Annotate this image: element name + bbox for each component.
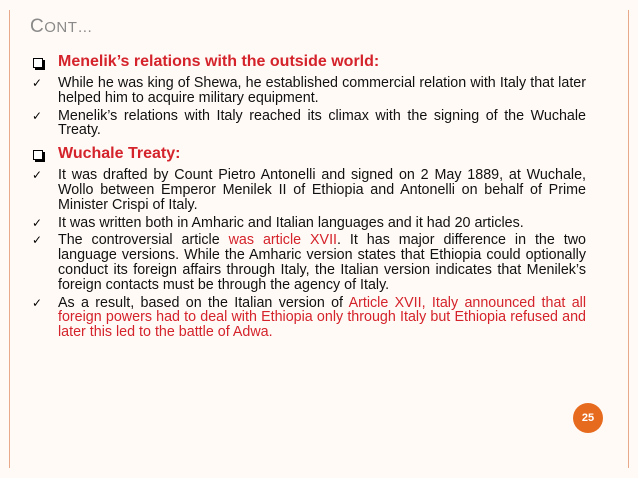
- section-heading-row: [30, 52, 586, 72]
- bullet-item: [30, 296, 586, 340]
- slide-border-right: [628, 10, 629, 468]
- checkmark-icon: ✓: [32, 76, 43, 90]
- slide-border-left: [9, 10, 10, 468]
- bullet-text-part: It was drafted by Count Pietro Antonelli and signed on 2 May 1889, at Wuchale, Wollo between Emperor Menilek II of Ethiopia and Antonelli on behalf of Prime Minister Crispi of Italy.: [58, 167, 586, 213]
- section-heading: Wuchale Treaty:: [58, 145, 181, 163]
- bullet-item: [30, 216, 586, 231]
- bullet-text-part: While he was king of Shewa, he established commercial relation with Italy that later helped him to acquire military equipment.: [58, 75, 586, 106]
- slide-content: [30, 46, 586, 343]
- checkmark-icon: ✓: [32, 233, 43, 248]
- slide-title-rest: ONT…: [44, 19, 93, 36]
- bullet-item: [30, 168, 586, 212]
- highlighted-text: was article XVII: [228, 232, 338, 249]
- bullet-item: [30, 233, 586, 292]
- slide-title: [30, 16, 93, 38]
- bullet-text-part: Menelik’s relations with Italy reached its climax with the signing of the Wuchale Treaty.: [58, 107, 586, 139]
- bullet-text: [58, 168, 586, 212]
- bullet-item: [30, 76, 586, 106]
- bullet-text: [58, 216, 586, 231]
- square-bullet-icon: [33, 58, 43, 68]
- bullet-text: [58, 296, 586, 340]
- bullet-text-part: As a result, based on the Italian version of: [58, 294, 349, 311]
- slide-title-initial: C: [30, 16, 45, 37]
- checkmark-icon: ✓: [32, 168, 43, 183]
- section-heading: Menelik’s relations with the outside world:: [58, 53, 380, 70]
- square-bullet-icon: [33, 150, 43, 160]
- section-heading-row: [30, 144, 586, 164]
- page-number: 25: [581, 412, 595, 424]
- bullet-text: [58, 109, 586, 139]
- bullet-text: [58, 76, 586, 106]
- checkmark-icon: ✓: [32, 215, 43, 230]
- checkmark-icon: ✓: [32, 108, 43, 123]
- bullet-text-part: It was written both in Amharic and Italian languages and it had 20 articles.: [58, 214, 524, 231]
- bullet-text-part: . It has major difference in the two language versions. While the Amharic version states that Ethiopia could optionally conduct its foreign affairs through Italy, the Italian version indicates that Menilek’s foreign contacts must be through the agency of Italy.: [58, 232, 586, 293]
- bullet-text-part: The controversial article: [58, 232, 229, 249]
- bullet-item: [30, 109, 586, 139]
- highlighted-text: Article XVII, Italy announced that all foreign powers had to deal with Ethiopia only through Italy but Ethiopia refused and later this led to the battle of Adwa.: [58, 294, 587, 341]
- checkmark-icon: ✓: [32, 295, 43, 310]
- page-number-badge: [573, 403, 603, 433]
- bullet-text: [58, 233, 586, 292]
